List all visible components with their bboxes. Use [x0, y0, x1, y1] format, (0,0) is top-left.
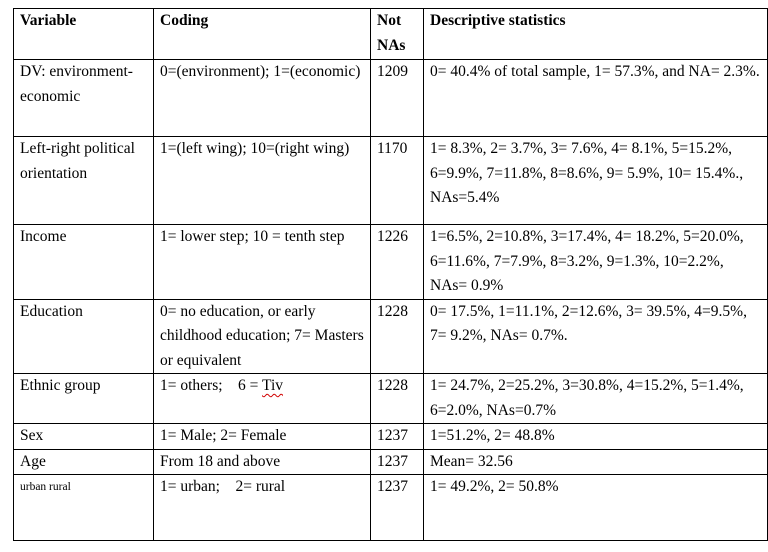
cell-variable: urban rural — [14, 475, 154, 541]
cell-variable: Ethnic group — [14, 374, 154, 424]
variables-table — [13, 8, 768, 541]
cell-not-nas: 1170 — [371, 137, 424, 225]
cell-not-nas: 1228 — [371, 299, 424, 374]
cell-descriptive: 1= 24.7%, 2=25.2%, 3=30.8%, 4=15.2%, 5=1.4%, 6=2.0%, NAs=0.7% — [424, 374, 768, 424]
cell-descriptive: Mean= 32.56 — [424, 449, 768, 475]
table-row — [14, 424, 768, 450]
header-row — [14, 9, 768, 60]
cell-descriptive: 1= 8.3%, 2= 3.7%, 3= 7.6%, 4= 8.1%, 5=15.2%, 6=9.9%, 7=11.8%, 8=8.6%, 9= 5.9%, 10= 15.4%., NAs=5.4% — [424, 137, 768, 225]
cell-coding: 0=(environment); 1=(economic) — [154, 60, 371, 137]
header-not-nas: Not NAs — [371, 9, 424, 60]
cell-variable: Income — [14, 225, 154, 300]
header-descriptive: Descriptive statistics — [424, 9, 768, 60]
cell-descriptive: 0= 17.5%, 1=11.1%, 2=12.6%, 3= 39.5%, 4=9.5%, 7= 9.2%, NAs= 0.7%. — [424, 299, 768, 374]
table-row — [14, 225, 768, 300]
spellcheck-word: Tiv — [262, 377, 283, 394]
table-row — [14, 475, 768, 541]
cell-variable: DV: environment-economic — [14, 60, 154, 137]
cell-descriptive: 1= 49.2%, 2= 50.8% — [424, 475, 768, 541]
cell-coding — [154, 374, 371, 424]
table-row — [14, 299, 768, 374]
table-row — [14, 449, 768, 475]
cell-descriptive: 0= 40.4% of total sample, 1= 57.3%, and NA= 2.3%. — [424, 60, 768, 137]
cell-coding: 1=(left wing); 10=(right wing) — [154, 137, 371, 225]
cell-not-nas: 1228 — [371, 374, 424, 424]
cell-coding: 1= Male; 2= Female — [154, 424, 371, 450]
cell-coding: 1= urban; 2= rural — [154, 475, 371, 541]
cell-descriptive: 1=51.2%, 2= 48.8% — [424, 424, 768, 450]
cell-descriptive: 1=6.5%, 2=10.8%, 3=17.4%, 4= 18.2%, 5=20.0%, 6=11.6%, 7=7.9%, 8=3.2%, 9=1.3%, 10=2.2%, NAs= 0.9% — [424, 225, 768, 300]
cell-not-nas: 1237 — [371, 424, 424, 450]
table-row — [14, 374, 768, 424]
cell-variable: Age — [14, 449, 154, 475]
cell-not-nas: 1209 — [371, 60, 424, 137]
header-coding: Coding — [154, 9, 371, 60]
cell-not-nas: 1237 — [371, 475, 424, 541]
cell-coding: 0= no education, or early childhood education; 7= Masters or equivalent — [154, 299, 371, 374]
cell-not-nas: 1237 — [371, 449, 424, 475]
table-row — [14, 60, 768, 137]
cell-coding: 1= lower step; 10 = tenth step — [154, 225, 371, 300]
header-variable: Variable — [14, 9, 154, 60]
coding-prefix: 1= others; 6 = — [160, 377, 263, 394]
cell-variable: Education — [14, 299, 154, 374]
cell-variable: Left-right political orientation — [14, 137, 154, 225]
cell-variable: Sex — [14, 424, 154, 450]
table-row — [14, 137, 768, 225]
cell-coding: From 18 and above — [154, 449, 371, 475]
cell-not-nas: 1226 — [371, 225, 424, 300]
